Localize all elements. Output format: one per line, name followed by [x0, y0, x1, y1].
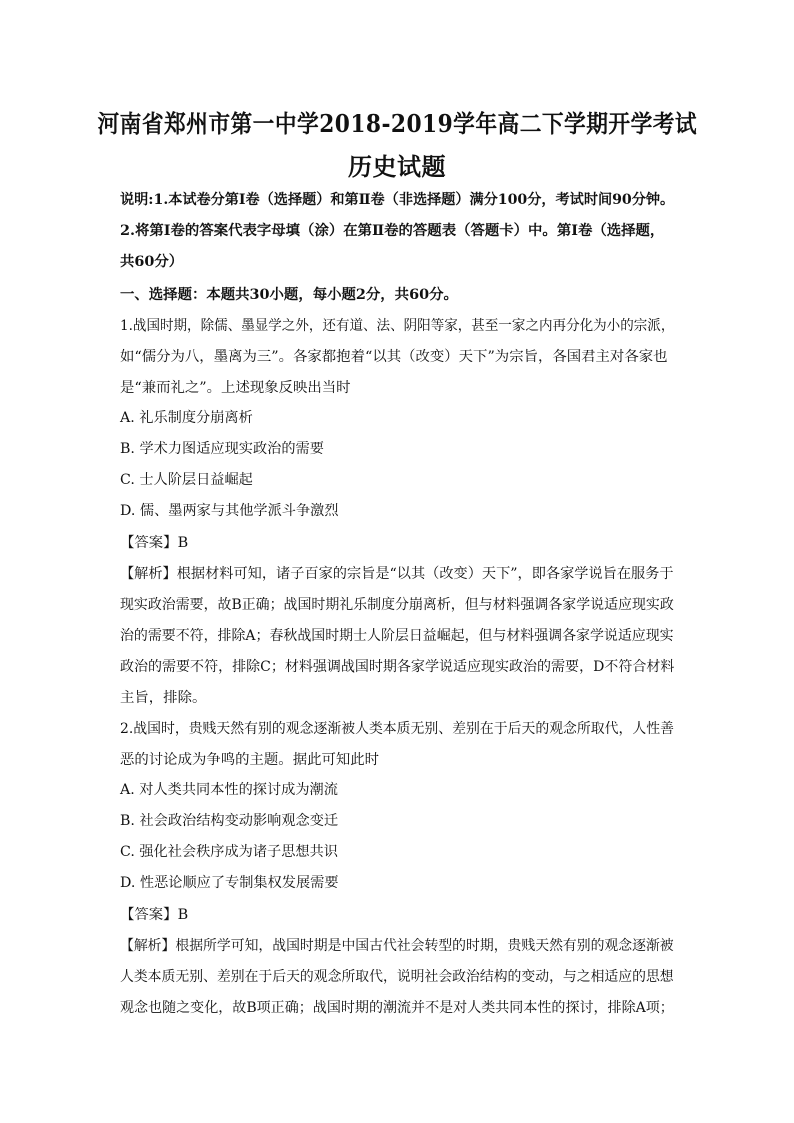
instruction-line: 2.将第Ⅰ卷的答案代表字母填（涂）在第Ⅱ卷的答题表（答题卡）中。第Ⅰ卷（选择题， [120, 222, 665, 239]
q2-analysis-line: 人类本质无别、差别在于后天的观念所取代，说明社会政治结构的变动，与之相适应的思想 [120, 969, 674, 985]
exam-title: 河南省郑州市第一中学2018-2019学年高二下学期开学考试 [97, 109, 697, 138]
q1-answer: 【答案】B [120, 535, 189, 551]
q2-stem-line: 2.战国时，贵贱天然有别的观念逐渐被人类本质无别、差别在于后天的观念所取代，人性善 [120, 721, 674, 737]
exam-subject-title: 历史试题 [348, 152, 446, 181]
q1-option-a: A. 礼乐制度分崩离析 [120, 410, 253, 426]
q2-stem-line: 恶的讨论成为争鸣的主题。据此可知此时 [120, 752, 380, 768]
section-heading: 一、选择题：本题共30小题，每小题2分，共60分。 [120, 286, 458, 303]
q1-stem-line: 是“兼而礼之”。上述现象反映出当时 [120, 380, 351, 396]
q1-option-b: B. 学术力图适应现实政治的需要 [120, 441, 324, 457]
q1-analysis-line: 政治的需要不符，排除C；材料强调战国时期各家学说适应现实政治的需要，D不符合材料 [120, 659, 675, 675]
q2-analysis-line: 观念也随之变化，故B项正确；战国时期的潮流并不是对人类共同本性的探讨，排除A项； [120, 1000, 674, 1016]
q2-option-a: A. 对人类共同本性的探讨成为潮流 [120, 782, 338, 798]
q2-option-b: B. 社会政治结构变动影响观念变迁 [120, 813, 339, 829]
q1-option-c: C. 士人阶层日益崛起 [120, 472, 253, 488]
q2-option-c: C. 强化社会秩序成为诸子思想共识 [120, 844, 338, 860]
q1-stem-line: 1.战国时期，除儒、墨显学之外，还有道、法、阴阳等家，甚至一家之内再分化为小的宗派， [120, 318, 675, 334]
q1-option-d: D. 儒、墨两家与其他学派斗争激烈 [120, 503, 339, 519]
q1-analysis-line: 治的需要不符，排除A；春秋战国时期士人阶层日益崛起，但与材料强调各家学说适应现实 [120, 628, 674, 644]
instruction-line: 说明:1.本试卷分第Ⅰ卷（选择题）和第Ⅱ卷（非选择题）满分100分，考试时间90分钟。 [120, 191, 675, 208]
q1-analysis-line: 【解析】根据材料可知，诸子百家的宗旨是“以其（改变）天下”，即各家学说旨在服务于 [120, 566, 674, 582]
q2-analysis-line: 【解析】根据所学可知，战国时期是中国古代社会转型的时期，贵贱天然有别的观念逐渐被 [120, 938, 674, 954]
q2-option-d: D. 性恶论顺应了专制集权发展需要 [120, 875, 339, 891]
q1-analysis-line: 主旨，排除。 [120, 690, 207, 706]
q1-stem-line: 如“儒分为八，墨离为三”。各家都抱着“以其（改变）天下”为宗旨，各国君主对各家也 [120, 349, 668, 365]
q2-answer: 【答案】B [120, 907, 189, 923]
q1-analysis-line: 现实政治需要，故B正确；战国时期礼乐制度分崩离析，但与材料强调各家学说适应现实政 [120, 597, 674, 613]
instruction-line: 共60分） [120, 253, 184, 270]
